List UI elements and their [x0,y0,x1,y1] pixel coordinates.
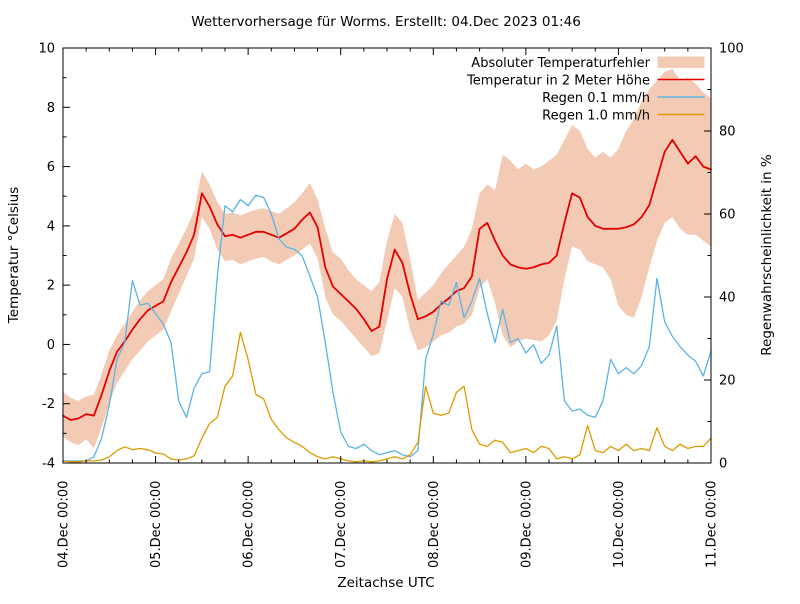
y-left-tick-label: 4 [46,219,55,235]
y-right-tick-label: 80 [719,124,736,140]
legend-label-rain-10: Regen 1.0 mm/h [542,108,650,124]
legend-label-rain-01: Regen 0.1 mm/h [542,91,650,106]
y-axis-right-label: Regenwahrscheinlichkeit in % [759,154,775,356]
legend-swatch-error-band [658,57,705,69]
x-tick-label: 05.Dec 00:00 [149,480,165,568]
legend-label-error-band: Absoluter Temperaturfehler [471,56,650,71]
y-left-tick-label: -4 [42,456,55,472]
y-left-tick-label: 0 [46,337,55,353]
x-tick-label: 10.Dec 00:00 [611,480,627,568]
y-right-tick-label: 20 [719,373,736,389]
y-right-tick-label: 60 [719,207,736,223]
y-left-tick-label: -2 [42,397,55,413]
x-tick-label: 08.Dec 00:00 [426,480,442,568]
x-tick-label: 04.Dec 00:00 [56,480,72,568]
series-error-band [63,69,711,448]
chart-title: Wettervorhersage für Worms. Erstellt: 04.Dec 2023 01:46 [191,14,581,30]
x-tick-label: 09.Dec 00:00 [519,480,535,568]
y-axis-left-label: Temperatur °Celsius [6,186,22,324]
legend-label-temperature: Temperatur in 2 Meter Höhe [467,73,650,89]
x-axis-label: Zeitachse UTC [337,575,435,591]
x-tick-label: 07.Dec 00:00 [334,480,350,568]
y-left-tick-label: 6 [46,160,55,176]
y-left-tick-label: 2 [46,278,55,294]
x-tick-label: 11.Dec 00:00 [704,480,720,568]
y-left-tick-label: 10 [38,41,55,57]
y-left-tick-label: 8 [46,100,55,116]
y-right-tick-label: 40 [719,290,736,306]
series-rain-10-line [63,332,711,462]
y-right-tick-label: 100 [719,41,744,57]
x-tick-label: 06.Dec 00:00 [241,480,257,568]
y-right-tick-label: 0 [719,456,728,472]
